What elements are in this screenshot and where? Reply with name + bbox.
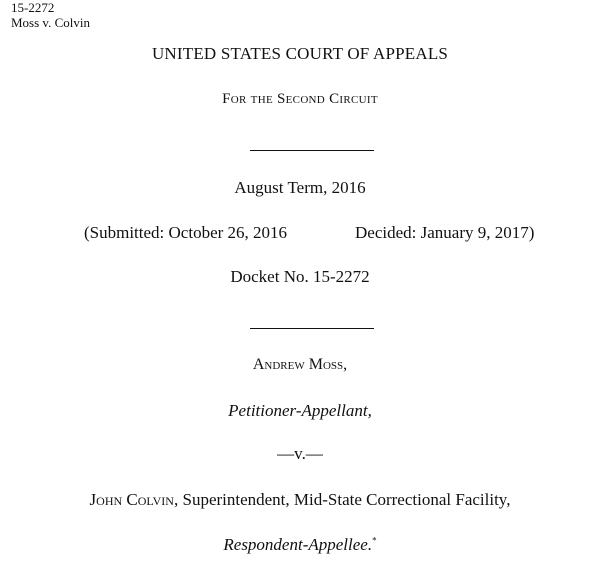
- court-term: August Term, 2016: [234, 178, 366, 197]
- submitted-date: (Submitted: October 26, 2016: [84, 223, 288, 242]
- divider-rule: [250, 150, 374, 151]
- decided-date: Decided: January 9, 2017): [355, 223, 535, 242]
- circuit-name: For the Second Circuit: [222, 91, 378, 107]
- divider-rule: [250, 328, 374, 329]
- appellee-role: Respondent-Appellee.: [223, 535, 373, 554]
- appellee-name: John Colvin: [89, 490, 174, 509]
- header-meta: [11, 0, 90, 30]
- short-caption: Moss v. Colvin: [11, 15, 90, 30]
- appellee-description: , Superintendent, Mid-State Correctional Facility,: [173, 490, 511, 509]
- court-name: UNITED STATES COURT OF APPEALS: [151, 44, 449, 63]
- versus-separator: —v.—: [277, 444, 323, 463]
- appellee-line: [0, 490, 600, 510]
- footnote-marker: *: [372, 535, 377, 546]
- appellee-role-line: [0, 535, 600, 555]
- docket-number: Docket No. 15-2272: [230, 267, 370, 286]
- appellant-role: Petitioner-Appellant,: [228, 401, 372, 420]
- appellant-name: Andrew Moss,: [252, 356, 348, 373]
- docket-number-header: 15-2272: [11, 0, 55, 15]
